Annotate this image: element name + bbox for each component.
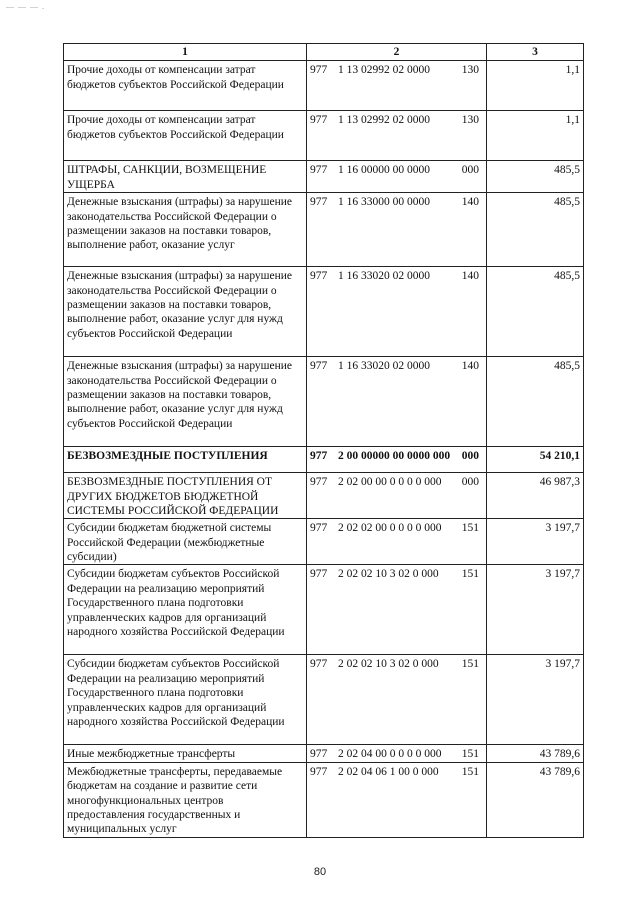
row-amount: 3 197,7: [487, 519, 584, 565]
row-kosgu-code: 151: [461, 568, 479, 581]
row-budget-code: 2 02 02 00 0 0 0 0 000: [338, 522, 442, 535]
row-code-cell: [307, 111, 487, 161]
row-code-cell: [307, 745, 487, 762]
table-row: [64, 161, 584, 193]
table-row: [64, 473, 584, 519]
row-budget-code: 2 02 02 10 3 02 0 000: [338, 658, 439, 671]
row-amount: 1,1: [487, 111, 584, 161]
row-name: Денежные взыскания (штрафы) за нарушение законодательства Российской Федерации о размещении заказов на поставки товаров, выполнение работ, оказание услуг для нужд субъектов Российской Федерации: [64, 357, 307, 447]
row-kosgu-code: 130: [461, 64, 479, 77]
row-budget-code: 1 13 02992 02 0000: [338, 114, 430, 127]
row-amount: 485,5: [487, 267, 584, 357]
row-amount: 485,5: [487, 357, 584, 447]
row-name: Межбюджетные трансферты, передаваемые бюджетам на создание и развитие сети многофункциональных центров предоставления государственных и муниципальных услуг: [64, 762, 307, 837]
row-budget-code: 2 02 04 06 1 00 0 000: [338, 765, 439, 778]
row-name: ШТРАФЫ, САНКЦИИ, ВОЗМЕЩЕНИЕ УЩЕРБА: [64, 161, 307, 193]
row-name: Субсидии бюджетам бюджетной системы Российской Федерации (межбюджетные субсидии): [64, 519, 307, 565]
table-row: [64, 267, 584, 357]
row-name: Прочие доходы от компенсации затрат бюджетов субъектов Российской Федерации: [64, 111, 307, 161]
row-budget-code: 2 00 00000 00 0000 000: [338, 450, 451, 463]
row-budget-code: 1 16 33000 00 0000: [338, 196, 430, 209]
row-kosgu-code: 000: [461, 476, 479, 489]
row-admin-code: 977: [310, 360, 328, 373]
row-admin-code: 977: [310, 658, 328, 671]
row-kosgu-code: 151: [461, 658, 479, 671]
revenue-table: [63, 43, 584, 838]
row-budget-code: 1 16 33020 02 0000: [338, 360, 430, 373]
table-row: [64, 519, 584, 565]
row-amount: 1,1: [487, 61, 584, 111]
row-amount: 54 210,1: [487, 447, 584, 473]
row-code-cell: [307, 61, 487, 111]
row-admin-code: 977: [310, 476, 328, 489]
row-budget-code: 1 16 00000 00 0000: [338, 164, 430, 177]
row-code-cell: [307, 267, 487, 357]
row-name: БЕЗВОЗМЕЗДНЫЕ ПОСТУПЛЕНИЯ ОТ ДРУГИХ БЮДЖЕТОВ БЮДЖЕТНОЙ СИСТЕМЫ РОССИЙСКОЙ ФЕДЕРАЦИИ: [64, 473, 307, 519]
corner-scan-mark: — — — .: [6, 2, 45, 11]
row-budget-code: 1 16 33020 02 0000: [338, 270, 430, 283]
table-row: [64, 762, 584, 837]
row-name: Денежные взыскания (штрафы) за нарушение законодательства Российской Федерации о размещении заказов на поставки товаров, выполнение работ, оказание услуг для нужд субъектов Российской Федерации: [64, 267, 307, 357]
row-code-cell: [307, 762, 487, 837]
row-admin-code: 977: [310, 164, 328, 177]
row-name: БЕЗВОЗМЕЗДНЫЕ ПОСТУПЛЕНИЯ: [64, 447, 307, 473]
row-code-cell: [307, 357, 487, 447]
row-code-cell: [307, 655, 487, 745]
row-admin-code: 977: [310, 270, 328, 283]
row-amount: 3 197,7: [487, 655, 584, 745]
row-kosgu-code: 130: [461, 114, 479, 127]
row-admin-code: 977: [310, 196, 328, 209]
row-kosgu-code: 151: [461, 748, 479, 761]
page-number: 80: [313, 866, 327, 878]
row-code-cell: [307, 447, 487, 473]
row-admin-code: 977: [310, 64, 328, 77]
row-kosgu-code: 140: [461, 270, 479, 283]
row-name: Иные межбюджетные трансферты: [64, 745, 307, 762]
table-row: [64, 111, 584, 161]
row-admin-code: 977: [310, 765, 328, 778]
header-col-3: 3: [487, 44, 584, 61]
row-admin-code: 977: [310, 568, 328, 581]
table-row: [64, 357, 584, 447]
table-row: [64, 447, 584, 473]
row-admin-code: 977: [310, 114, 328, 127]
row-name: Денежные взыскания (штрафы) за нарушение законодательства Российской Федерации о размещении заказов на поставки товаров, выполнение работ, оказание услуг: [64, 193, 307, 267]
table-row: [64, 745, 584, 762]
row-budget-code: 1 13 02992 02 0000: [338, 64, 430, 77]
row-budget-code: 2 02 00 00 0 0 0 0 000: [338, 476, 442, 489]
row-admin-code: 977: [310, 748, 328, 761]
row-budget-code: 2 02 02 10 3 02 0 000: [338, 568, 439, 581]
row-amount: 485,5: [487, 161, 584, 193]
row-kosgu-code: 000: [461, 450, 479, 463]
row-code-cell: [307, 519, 487, 565]
row-code-cell: [307, 473, 487, 519]
row-name: Прочие доходы от компенсации затрат бюджетов субъектов Российской Федерации: [64, 61, 307, 111]
header-col-1: 1: [64, 44, 307, 61]
row-amount: 43 789,6: [487, 762, 584, 837]
table-header-row: [64, 44, 584, 61]
row-kosgu-code: 151: [461, 765, 479, 778]
table-row: [64, 565, 584, 655]
table-row: [64, 655, 584, 745]
row-amount: 46 987,3: [487, 473, 584, 519]
row-code-cell: [307, 161, 487, 193]
row-budget-code: 2 02 04 00 0 0 0 0 000: [338, 748, 442, 761]
row-code-cell: [307, 193, 487, 267]
row-kosgu-code: 140: [461, 196, 479, 209]
table-row: [64, 61, 584, 111]
row-code-cell: [307, 565, 487, 655]
row-name: Субсидии бюджетам субъектов Российской Федерации на реализацию мероприятий Государственного плана подготовки управленческих кадров для организаций народного хозяйства Российской Федерации: [64, 565, 307, 655]
row-admin-code: 977: [310, 522, 328, 535]
row-amount: 485,5: [487, 193, 584, 267]
header-col-2: 2: [307, 44, 487, 61]
row-name: Субсидии бюджетам субъектов Российской Федерации на реализацию мероприятий Государственного плана подготовки управленческих кадров для организаций народного хозяйства Российской Федерации: [64, 655, 307, 745]
row-amount: 3 197,7: [487, 565, 584, 655]
row-amount: 43 789,6: [487, 745, 584, 762]
row-admin-code: 977: [310, 450, 328, 463]
row-kosgu-code: 151: [461, 522, 479, 535]
row-kosgu-code: 000: [461, 164, 479, 177]
row-kosgu-code: 140: [461, 360, 479, 373]
table-row: [64, 193, 584, 267]
